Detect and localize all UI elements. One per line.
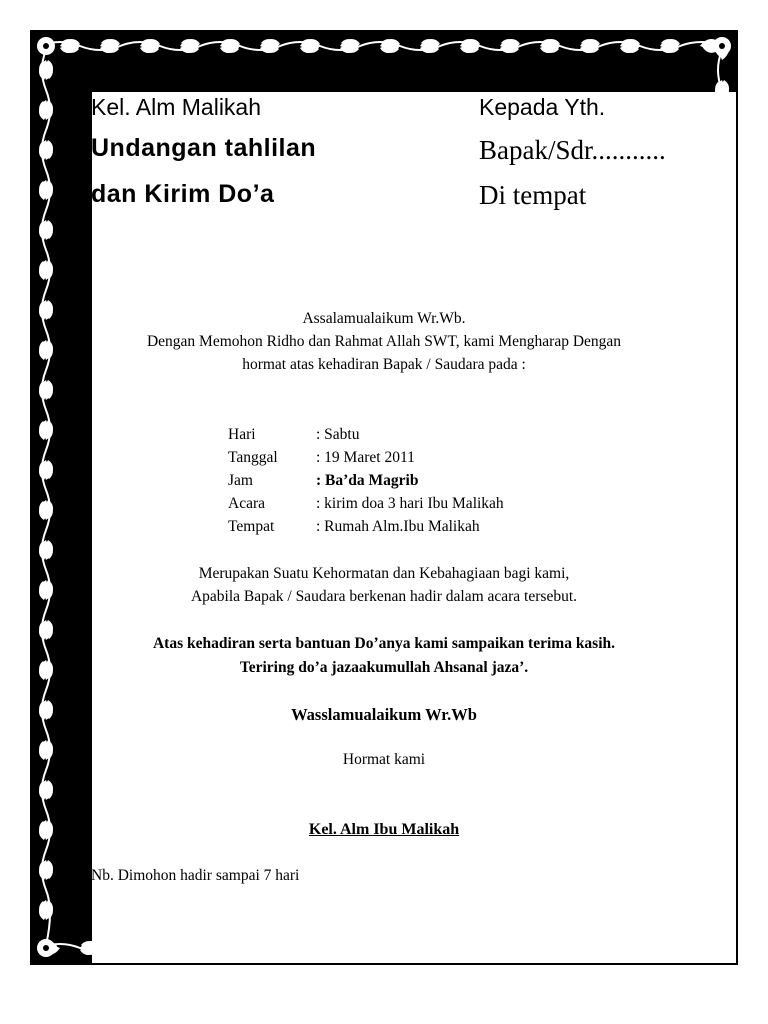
detail-row-date [228,448,504,471]
family-name-header: Kel. Alm Malikah [91,94,262,120]
detail-value: : Rumah Alm.Ibu Malikah [316,518,480,535]
footnote: Nb. Dimohon hadir sampai 7 hari [91,867,300,884]
detail-label: Jam [228,472,253,489]
detail-row-day [228,425,504,448]
greeting: Assalamualaikum Wr.Wb. [302,310,466,327]
detail-label: Acara [228,495,265,512]
detail-row-time [228,471,504,494]
recipient-label: Kepada Yth. [479,94,606,120]
detail-label: Tempat [228,518,275,535]
invitation-title-line2: dan Kirim Do’a [91,180,275,208]
regards: Hormat kami [342,751,426,768]
detail-value: : Ba’da Magrib [316,472,419,489]
detail-value: : 19 Maret 2011 [316,449,415,466]
farewell: Wasslamualaikum Wr.Wb [291,705,477,724]
thanks-line1: Atas kehadiran serta bantuan Do’anya kami sampaikan terima kasih. [152,635,616,652]
detail-value: : kirim doa 3 hari Ibu Malikah [316,495,504,512]
detail-label: Tanggal [228,449,278,466]
closing-line1: Merupakan Suatu Kehormatan dan Kebahagiaan bagi kami, [198,565,570,582]
detail-label: Hari [228,426,256,443]
detail-value: : Sabtu [316,426,360,443]
recipient-name: Bapak/Sdr........... [479,135,666,165]
detail-row-event [228,494,504,517]
closing-line2: Apabila Bapak / Saudara berkenan hadir dalam acara tersebut. [190,588,578,605]
intro-line1: Dengan Memohon Ridho dan Rahmat Allah SWT, kami Mengharap Dengan [146,333,622,350]
detail-row-place [228,517,504,540]
recipient-place: Di tempat [479,180,587,210]
intro-line2: hormat atas kehadiran Bapak / Saudara pada : [242,356,526,373]
event-details [228,425,504,540]
signature: Kel. Alm Ibu Malikah [308,821,460,838]
thanks-line2: Teriring do’a jazaakumullah Ahsanal jaza’. [239,659,529,676]
invitation-title-line1: Undangan tahlilan [91,134,317,162]
